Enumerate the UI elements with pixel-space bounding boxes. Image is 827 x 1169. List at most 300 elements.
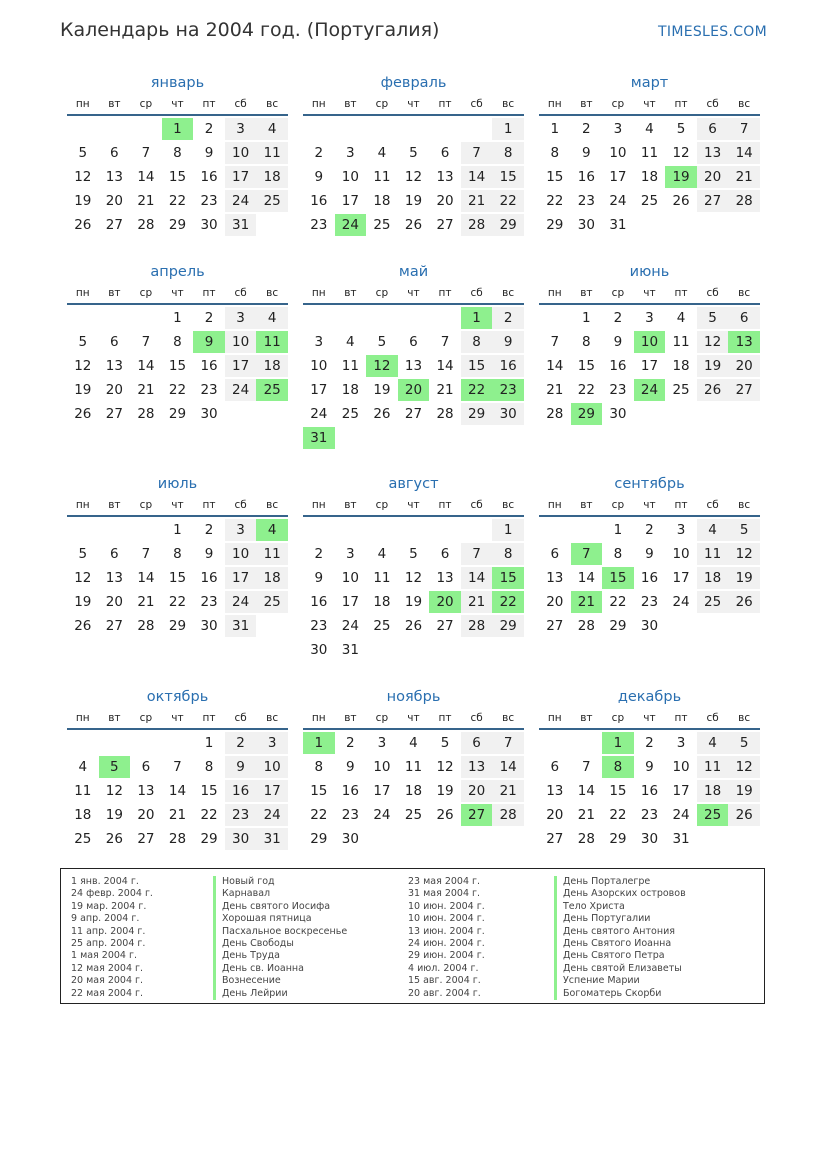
weekday-label: сб xyxy=(706,287,719,299)
day-cell: 20 xyxy=(436,193,454,209)
weekday-label: ср xyxy=(375,287,389,299)
day-cell: 2 xyxy=(613,310,623,326)
day-cell: 28 xyxy=(728,190,760,212)
day-cell: 19 xyxy=(728,567,760,589)
weekday-label: пн xyxy=(75,712,90,724)
day-cell: 9 xyxy=(204,546,214,562)
day-cell: 18 xyxy=(256,567,288,589)
day-cell: 16 xyxy=(310,193,328,209)
day-grid xyxy=(539,517,760,638)
weekday-label: пн xyxy=(311,287,326,299)
day-grid xyxy=(67,116,288,237)
legend-holiday-date: 24 февр. 2004 г. xyxy=(71,888,153,900)
month-name: ноябрь xyxy=(386,689,441,705)
empty-cell xyxy=(99,307,131,329)
empty-cell xyxy=(461,519,493,541)
day-cell: 13 xyxy=(697,142,729,164)
day-cell: 8 xyxy=(173,546,182,562)
day-cell: 16 xyxy=(310,594,328,610)
day-cell: 13 xyxy=(461,756,493,778)
day-cell: 19 xyxy=(404,594,423,610)
weekday-header xyxy=(303,94,524,116)
month-name: июль xyxy=(157,476,198,492)
legend-holiday-date: 22 мая 2004 г. xyxy=(71,987,144,999)
day-cell: 20 xyxy=(105,594,123,610)
day-cell: 7 xyxy=(461,543,493,565)
day-cell: 8 xyxy=(314,759,324,775)
day-cell: 27 xyxy=(404,406,423,422)
day-cell: 2 xyxy=(346,735,355,751)
day-cell: 26 xyxy=(697,379,729,401)
weekday-label: ср xyxy=(375,712,389,724)
day-cell: 29 xyxy=(546,217,564,233)
day-cell: 7 xyxy=(440,334,450,350)
day-grid xyxy=(67,730,288,851)
day-cell: 25 xyxy=(672,382,690,398)
legend-holiday-name: День Труда xyxy=(213,950,347,962)
day-cell: 29 xyxy=(492,615,524,637)
day-cell: 7 xyxy=(173,759,182,775)
day-cell: 23 xyxy=(341,807,359,823)
day-cell: 21 xyxy=(137,382,155,398)
empty-cell xyxy=(130,118,162,140)
day-grid xyxy=(67,305,288,426)
day-cell: 20 xyxy=(137,807,155,823)
legend-holiday-name: Хорошая пятница xyxy=(213,913,347,925)
day-cell: 12 xyxy=(74,169,92,185)
weekday-header xyxy=(303,495,524,517)
day-cell: 10 xyxy=(672,546,690,562)
empty-cell xyxy=(99,118,131,140)
day-cell: 8 xyxy=(582,334,591,350)
day-cell: 5 xyxy=(697,307,729,329)
legend-holiday-name: Пасхальное воскресенье xyxy=(213,926,347,938)
day-cell: 17 xyxy=(341,193,359,209)
weekday-label: чт xyxy=(643,499,656,511)
day-cell: 13 xyxy=(137,783,155,799)
month-name: апрель xyxy=(150,264,205,280)
holiday-day: 31 xyxy=(303,427,335,449)
holiday-day: 15 xyxy=(602,567,634,589)
day-cell: 27 xyxy=(105,217,123,233)
month-block xyxy=(67,72,288,237)
day-cell: 24 xyxy=(341,618,359,634)
weekday-label: сб xyxy=(234,98,247,110)
day-cell: 20 xyxy=(461,780,493,802)
day-cell: 23 xyxy=(310,217,328,233)
brand-link[interactable]: TIMESLES.COM xyxy=(658,24,767,40)
day-cell: 27 xyxy=(728,379,760,401)
day-cell: 29 xyxy=(168,618,187,634)
day-cell: 30 xyxy=(609,406,627,422)
day-cell: 24 xyxy=(672,594,690,610)
day-cell: 29 xyxy=(461,403,493,425)
weekday-header xyxy=(67,283,288,305)
day-cell: 1 xyxy=(173,310,182,326)
day-cell: 12 xyxy=(404,169,423,185)
day-cell: 11 xyxy=(74,783,92,799)
day-cell: 5 xyxy=(409,145,418,161)
month-name: сентябрь xyxy=(614,476,685,492)
legend-names-col-2 xyxy=(554,876,686,1000)
month-block xyxy=(539,473,760,638)
weekday-label: чт xyxy=(171,98,184,110)
day-grid xyxy=(67,517,288,638)
empty-cell xyxy=(67,307,99,329)
day-cell: 26 xyxy=(728,591,760,613)
legend-holiday-name: Новый год xyxy=(213,876,347,888)
day-cell: 3 xyxy=(613,121,623,137)
day-cell: 25 xyxy=(404,807,423,823)
day-cell: 1 xyxy=(492,519,524,541)
empty-cell xyxy=(398,118,430,140)
day-cell: 7 xyxy=(461,142,493,164)
day-cell: 17 xyxy=(373,783,391,799)
day-cell: 2 xyxy=(204,522,214,538)
weekday-label: вт xyxy=(108,712,121,724)
day-cell: 12 xyxy=(74,570,92,586)
day-grid xyxy=(303,116,524,237)
day-cell: 10 xyxy=(225,543,257,565)
day-cell: 17 xyxy=(256,780,288,802)
day-cell: 6 xyxy=(550,759,560,775)
day-cell: 18 xyxy=(341,382,359,398)
day-cell: 17 xyxy=(640,358,659,374)
weekday-label: пт xyxy=(674,499,688,511)
day-cell: 2 xyxy=(645,522,654,538)
day-cell: 19 xyxy=(373,382,391,398)
weekday-label: вт xyxy=(580,712,593,724)
legend-holiday-date: 19 мар. 2004 г. xyxy=(71,900,147,912)
day-cell: 23 xyxy=(640,807,659,823)
day-cell: 11 xyxy=(256,142,288,164)
day-cell: 17 xyxy=(672,783,690,799)
page-title: Календарь на 2004 год. (Португалия) xyxy=(60,19,440,41)
weekday-label: пт xyxy=(438,287,452,299)
day-cell: 20 xyxy=(546,594,564,610)
legend-holiday-name: День святого Иосифа xyxy=(213,901,347,913)
empty-cell xyxy=(130,307,162,329)
legend-holiday-date: 12 мая 2004 г. xyxy=(71,962,144,974)
day-cell: 23 xyxy=(200,594,218,610)
legend-holiday-date: 1 янв. 2004 г. xyxy=(71,876,139,887)
weekday-label: ср xyxy=(611,499,625,511)
day-cell: 2 xyxy=(225,732,257,754)
empty-cell xyxy=(539,732,571,754)
weekday-label: сб xyxy=(470,287,483,299)
day-cell: 8 xyxy=(550,145,560,161)
day-cell: 30 xyxy=(310,642,328,658)
month-block xyxy=(303,686,524,851)
legend-holiday-name: День святой Елизаветы xyxy=(554,963,686,975)
legend-holiday-date: 4 июл. 2004 г. xyxy=(408,962,479,974)
legend-holiday-name: День Португалии xyxy=(554,913,686,925)
day-cell: 15 xyxy=(492,166,524,188)
day-cell: 22 xyxy=(168,193,187,209)
day-cell: 17 xyxy=(225,166,257,188)
day-cell: 2 xyxy=(582,121,591,137)
day-cell: 13 xyxy=(105,169,123,185)
day-cell: 31 xyxy=(225,214,257,236)
weekday-header xyxy=(67,94,288,116)
month-block xyxy=(67,686,288,851)
day-cell: 28 xyxy=(168,831,187,847)
day-cell: 27 xyxy=(105,618,123,634)
day-cell: 23 xyxy=(225,804,257,826)
day-cell: 20 xyxy=(728,355,760,377)
day-cell: 16 xyxy=(609,358,627,374)
day-cell: 4 xyxy=(409,735,418,751)
day-cell: 15 xyxy=(310,783,328,799)
day-cell: 16 xyxy=(200,169,218,185)
day-cell: 14 xyxy=(728,142,760,164)
day-cell: 21 xyxy=(546,382,564,398)
day-cell: 30 xyxy=(640,831,659,847)
day-cell: 21 xyxy=(461,591,493,613)
day-cell: 18 xyxy=(256,355,288,377)
day-cell: 28 xyxy=(461,615,493,637)
weekday-label: сб xyxy=(470,499,483,511)
empty-cell xyxy=(539,307,571,329)
weekday-header xyxy=(539,495,760,517)
day-cell: 27 xyxy=(546,831,564,847)
holiday-day: 27 xyxy=(461,804,493,826)
day-cell: 5 xyxy=(676,121,686,137)
day-cell: 17 xyxy=(609,169,627,185)
empty-cell xyxy=(398,519,430,541)
day-cell: 31 xyxy=(609,217,627,233)
day-cell: 12 xyxy=(404,570,423,586)
weekday-label: пн xyxy=(75,98,90,110)
day-cell: 21 xyxy=(728,166,760,188)
legend-holiday-date: 24 июн. 2004 г. xyxy=(408,937,485,949)
weekday-label: чт xyxy=(643,287,656,299)
day-cell: 14 xyxy=(461,567,493,589)
legend-holiday-date: 31 мая 2004 г. xyxy=(408,888,481,900)
day-cell: 5 xyxy=(728,732,760,754)
day-cell: 18 xyxy=(672,358,690,374)
legend-holiday-date: 10 июн. 2004 г. xyxy=(408,900,485,912)
day-cell: 18 xyxy=(404,783,423,799)
weekday-label: вт xyxy=(344,98,357,110)
day-cell: 25 xyxy=(373,217,391,233)
weekday-label: ср xyxy=(375,98,389,110)
empty-cell xyxy=(303,118,335,140)
day-cell: 28 xyxy=(577,618,595,634)
month-name: октябрь xyxy=(146,689,209,705)
day-cell: 10 xyxy=(609,145,627,161)
day-grid xyxy=(539,730,760,851)
day-cell: 6 xyxy=(110,334,119,350)
empty-cell xyxy=(539,519,571,541)
day-cell: 9 xyxy=(204,145,214,161)
day-cell: 14 xyxy=(137,570,155,586)
day-cell: 26 xyxy=(74,618,92,634)
day-cell: 25 xyxy=(256,190,288,212)
day-cell: 9 xyxy=(314,570,324,586)
day-cell: 23 xyxy=(577,193,595,209)
day-cell: 7 xyxy=(141,546,151,562)
weekday-label: чт xyxy=(407,98,420,110)
day-cell: 13 xyxy=(105,358,123,374)
legend-holiday-name: Успение Марии xyxy=(554,975,686,987)
day-cell: 11 xyxy=(373,570,391,586)
day-cell: 21 xyxy=(577,807,595,823)
day-cell: 26 xyxy=(74,217,92,233)
day-cell: 16 xyxy=(640,783,659,799)
weekday-label: чт xyxy=(407,499,420,511)
day-cell: 17 xyxy=(341,594,359,610)
month-name: январь xyxy=(150,75,205,91)
day-cell: 19 xyxy=(74,594,92,610)
weekday-label: вт xyxy=(344,287,357,299)
legend-holiday-name: День Азорских островов xyxy=(554,888,686,900)
month-name: март xyxy=(630,75,669,91)
day-cell: 5 xyxy=(78,145,88,161)
day-cell: 3 xyxy=(346,546,355,562)
day-cell: 9 xyxy=(346,759,355,775)
day-cell: 25 xyxy=(256,591,288,613)
empty-cell xyxy=(67,732,99,754)
day-cell: 18 xyxy=(74,807,92,823)
day-cell: 6 xyxy=(440,145,450,161)
day-cell: 31 xyxy=(225,615,257,637)
day-cell: 6 xyxy=(728,307,760,329)
day-cell: 15 xyxy=(168,570,187,586)
weekday-label: вс xyxy=(266,499,279,511)
day-cell: 22 xyxy=(200,807,218,823)
day-cell: 31 xyxy=(341,642,359,658)
day-cell: 26 xyxy=(436,807,454,823)
empty-cell xyxy=(335,519,367,541)
day-cell: 2 xyxy=(204,121,214,137)
holiday-day: 22 xyxy=(461,379,493,401)
weekday-label: сб xyxy=(234,287,247,299)
day-cell: 7 xyxy=(141,145,151,161)
legend-holiday-name: День Святого Петра xyxy=(554,950,686,962)
day-cell: 4 xyxy=(697,519,729,541)
weekday-label: чт xyxy=(171,287,184,299)
day-cell: 5 xyxy=(78,546,88,562)
day-cell: 7 xyxy=(582,759,591,775)
holiday-day: 4 xyxy=(256,519,288,541)
day-cell: 15 xyxy=(546,169,564,185)
holiday-day: 25 xyxy=(256,379,288,401)
empty-cell xyxy=(303,307,335,329)
day-cell: 10 xyxy=(225,331,257,353)
day-cell: 5 xyxy=(377,334,387,350)
day-cell: 27 xyxy=(137,831,155,847)
weekday-label: вт xyxy=(108,287,121,299)
day-cell: 17 xyxy=(310,382,328,398)
day-cell: 9 xyxy=(613,334,623,350)
empty-cell xyxy=(398,307,430,329)
day-cell: 18 xyxy=(697,780,729,802)
day-cell: 14 xyxy=(137,169,155,185)
day-cell: 28 xyxy=(137,618,155,634)
day-cell: 15 xyxy=(577,358,595,374)
weekday-header xyxy=(303,283,524,305)
weekday-label: чт xyxy=(407,287,420,299)
legend-holiday-date: 11 апр. 2004 г. xyxy=(71,925,146,937)
day-grid xyxy=(303,730,524,851)
day-cell: 15 xyxy=(168,169,187,185)
day-cell: 13 xyxy=(546,570,564,586)
day-cell: 6 xyxy=(697,118,729,140)
day-cell: 18 xyxy=(373,594,391,610)
weekday-label: пт xyxy=(202,712,216,724)
weekday-label: ср xyxy=(139,712,153,724)
day-cell: 2 xyxy=(204,310,214,326)
weekday-label: пн xyxy=(547,98,562,110)
holiday-day: 1 xyxy=(461,307,493,329)
day-cell: 12 xyxy=(672,145,690,161)
weekday-label: ср xyxy=(375,499,389,511)
holiday-day: 29 xyxy=(571,403,603,425)
empty-cell xyxy=(366,118,398,140)
month-block xyxy=(539,686,760,851)
day-cell: 4 xyxy=(676,310,686,326)
holiday-day: 1 xyxy=(303,732,335,754)
day-cell: 16 xyxy=(640,570,659,586)
day-grid xyxy=(303,305,524,450)
day-cell: 29 xyxy=(168,406,187,422)
day-cell: 31 xyxy=(256,828,288,850)
empty-cell xyxy=(99,732,131,754)
day-cell: 16 xyxy=(200,570,218,586)
weekday-label: пн xyxy=(547,287,562,299)
month-block xyxy=(67,261,288,426)
day-cell: 10 xyxy=(256,756,288,778)
day-cell: 3 xyxy=(225,519,257,541)
day-cell: 24 xyxy=(225,591,257,613)
day-cell: 25 xyxy=(74,831,92,847)
day-cell: 28 xyxy=(546,406,564,422)
day-cell: 28 xyxy=(137,406,155,422)
holiday-day: 25 xyxy=(697,804,729,826)
day-cell: 7 xyxy=(550,334,560,350)
day-cell: 8 xyxy=(613,546,623,562)
month-block xyxy=(539,261,760,426)
month-name: декабрь xyxy=(617,689,682,705)
month-block xyxy=(303,72,524,237)
day-cell: 13 xyxy=(436,169,454,185)
weekday-label: ср xyxy=(611,287,625,299)
weekday-label: ср xyxy=(139,499,153,511)
legend-holiday-date: 29 июн. 2004 г. xyxy=(408,950,485,962)
day-cell: 31 xyxy=(672,831,690,847)
day-cell: 4 xyxy=(256,118,288,140)
empty-cell xyxy=(571,519,603,541)
weekday-label: пт xyxy=(674,98,688,110)
day-cell: 16 xyxy=(200,358,218,374)
month-block xyxy=(539,72,760,237)
holiday-day: 21 xyxy=(571,591,603,613)
day-cell: 6 xyxy=(409,334,418,350)
day-cell: 25 xyxy=(697,591,729,613)
holiday-day: 12 xyxy=(366,355,398,377)
weekday-label: пт xyxy=(202,287,216,299)
day-cell: 9 xyxy=(225,756,257,778)
legend-holiday-date: 23 мая 2004 г. xyxy=(408,876,481,887)
day-cell: 28 xyxy=(137,217,155,233)
holiday-day: 1 xyxy=(162,118,194,140)
day-cell: 26 xyxy=(404,217,423,233)
month-block xyxy=(303,473,524,662)
day-cell: 3 xyxy=(645,310,654,326)
weekday-label: сб xyxy=(470,98,483,110)
day-cell: 30 xyxy=(225,828,257,850)
